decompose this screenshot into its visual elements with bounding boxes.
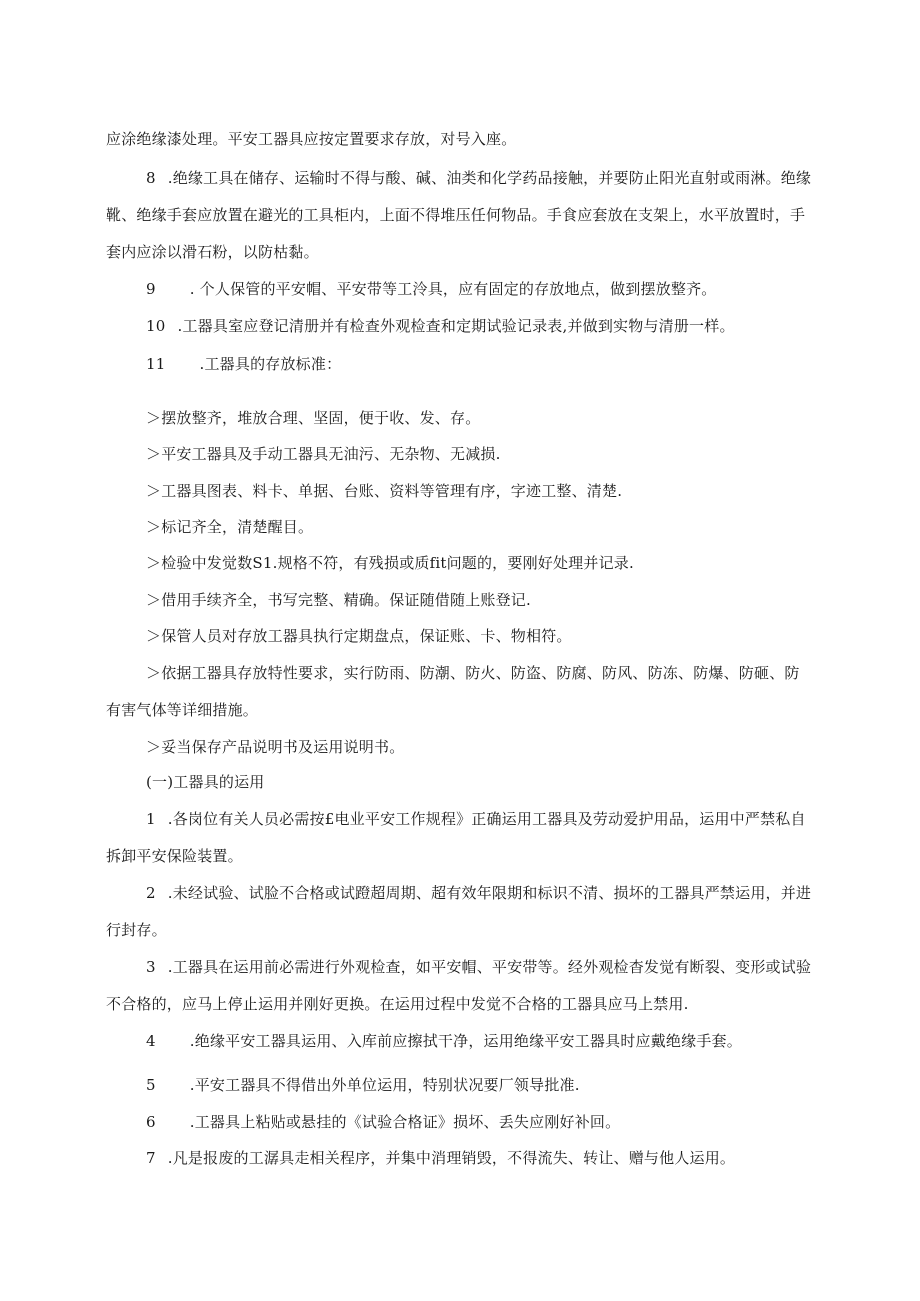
usage-item-6	[146, 1112, 620, 1132]
list-item-10	[146, 316, 735, 336]
usage-item-5	[146, 1075, 580, 1095]
standard-item: ＞工器具图表、料卡、单据、台账、资料等管理有序，字迹工整、清楚.	[146, 482, 623, 500]
item-text: .工器具上粘贴或悬挂的《试验合格证》损坏、丢失应刚好补回。	[189, 1113, 621, 1131]
usage-item-3	[146, 957, 811, 977]
standard-item: ＞标记齐全，清楚醒目。	[146, 518, 314, 536]
paragraph-line: 应涂绝缘漆处理。平安工器具应按定置要求存放，对号入座。	[106, 130, 517, 148]
paragraph-line: 套内应涂以滑石粉，以防枯黏。	[106, 243, 319, 261]
standard-item: ＞妥当保存产品说明书及运用说明书。	[146, 738, 405, 756]
item-number: 3	[146, 958, 156, 976]
section-heading: (一)工器具的运用	[146, 773, 265, 791]
usage-item-7	[146, 1148, 735, 1168]
item-text: .各岗位有关人员必需按£电业平安工作规程》正确运用工器具及劳动爱护用品，运用中严禁私自	[167, 810, 806, 828]
item-number: 8	[146, 169, 156, 187]
item-text: . 个人保管的平安帽、平安带等工泠具，应有固定的存放地点，做到摆放整齐。	[189, 280, 717, 298]
paragraph-line: 行封存。	[106, 921, 167, 939]
item-text: .工器具的存放标准：	[199, 355, 342, 373]
item-text: .工器具在运用前必需进行外观检查，如平安帽、平安带等。经外观检杳发觉有断裂、变形或试验	[167, 958, 812, 976]
standard-item: ＞依据工器具存放特性要求，实行防雨、防潮、防火、防盗、防腐、防风、防冻、防爆、防砸、防	[146, 664, 800, 682]
standard-item: ＞检验中发觉数S1.规格不符，有残损或质fit问题的，要刚好处理并记录.	[146, 554, 634, 572]
standard-item: ＞保管人员对存放工器具执行定期盘点，保证账、卡、物相符。	[146, 627, 572, 645]
item-text: .未经试验、试脸不合格或试蹬超周期、超有效年限期和标识不清、损坏的工器具严禁运用，并进	[167, 884, 812, 902]
standard-item: ＞摆放整齐，堆放合理、坚固，便于收、发、存。	[146, 409, 481, 427]
item-number: 9	[146, 280, 156, 298]
list-item-11	[146, 354, 341, 374]
item-number: 7	[146, 1149, 156, 1167]
usage-item-2	[146, 883, 811, 903]
usage-item-1	[146, 809, 806, 829]
item-number: 6	[146, 1113, 156, 1131]
list-item-9	[146, 279, 717, 299]
paragraph-line: 不合格的，应马上停止运用并刚好更换。在运用过程中发觉不合格的工器具应马上禁用.	[106, 995, 689, 1013]
paragraph-line: 有害气体等详细措施。	[106, 701, 259, 719]
item-text: .工器具室应登记清册并有检查外观检查和定期试验记录表,并做到实物与清册一样。	[177, 317, 735, 335]
item-number: 11	[146, 355, 166, 373]
list-item-8	[146, 168, 811, 188]
item-text: .凡是报废的工潺具走相关程序，并集中消理销毁，不得流失、转让、赠与他人运用。	[167, 1149, 736, 1167]
standard-item: ＞平安工器具及手动工器具无油污、无杂物、无减损.	[146, 445, 501, 463]
paragraph-line: 拆卸平安保险装置。	[106, 847, 243, 865]
item-number: 10	[146, 317, 166, 335]
item-text: .绝缘工具在储存、运输时不得与酸、碱、油类和化学药品接触，并要防止阳光直射或雨淋。绝缘	[167, 169, 812, 187]
item-number: 5	[146, 1076, 156, 1094]
item-text: .绝缘平安工器具运用、入库前应擦拭干净，运用绝缘平安工器具时应戴绝缘手套。	[189, 1032, 742, 1050]
item-text: .平安工器具不得借出外单位运用，特别状况要厂领导批准.	[189, 1076, 580, 1094]
standard-item: ＞借用手续齐全，书写完整、精确。保证随借随上账登记.	[146, 591, 531, 609]
usage-item-4	[146, 1031, 742, 1051]
item-number: 1	[146, 810, 156, 828]
item-number: 4	[146, 1032, 156, 1050]
item-number: 2	[146, 884, 156, 902]
paragraph-line: 靴、绝缘手套应放置在避光的工具柜内，上面不得堆压任何物品。手食应套放在支架上，水平放置时，手	[106, 206, 806, 224]
